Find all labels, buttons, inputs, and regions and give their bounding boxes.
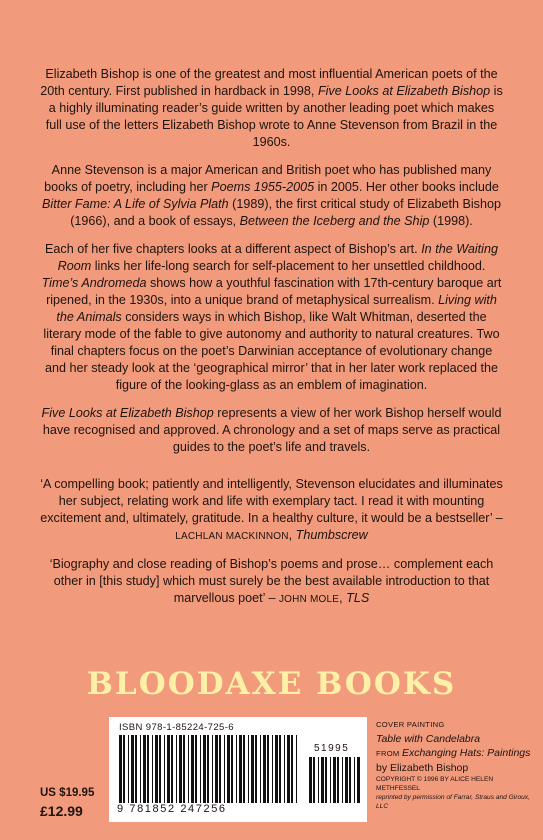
paragraph-author: Anne Stevenson is a major American and British poet who has published many books of poetry, including her Poems 1955-2005 in 2005. Her other books include Bitter Fame: A Life of Sylvia Plath (1989), the first critical study of Elizabeth Bishop (1966), and a book of essays, Between the Iceberg and the Ship (1998). (42, 163, 501, 228)
barcode-bar (224, 735, 225, 803)
paragraph-intro: Elizabeth Bishop is one of the greatest and most influential American poets of the 20th century. First published in hardback in 1998, Five Looks at Elizabeth Bishop is a highly illuminating reader’s guide written by another leading poet which makes full use of the letters Elizabeth Bishop wrote to Anne Stevenson from Brazil in the 1960s. (40, 67, 503, 149)
barcode-bar (337, 757, 339, 803)
barcode-bar (313, 757, 315, 803)
barcode-bar (147, 735, 149, 803)
barcode-bar (227, 735, 230, 803)
barcode-bar (176, 735, 177, 803)
barcode-bar (128, 735, 129, 803)
quote-mackinnon: ‘A compelling book; patiently and intelligently, Stevenson elucidates and illuminates her subject, relating work and life with exemplary tact. I read it with mounting excitement and, ultimately, gratitude. In a healthy culture, it would be a bestseller’ – LACHLAN MACKINNON, Thumbscrew (40, 477, 503, 542)
barcode-bar (123, 735, 125, 803)
paragraph-summary: Five Looks at Elizabeth Bishop represents a view of her work Bishop herself would have recognised and approved. A chronology and a set of maps serve as practical guides to the poet’s life and travels. (41, 406, 502, 454)
barcode-bar (236, 735, 237, 803)
barcode-bar (309, 757, 312, 803)
barcode-bar (183, 735, 185, 803)
barcode-bar (333, 757, 336, 803)
credit-copyright: COPYRIGHT © 1996 BY ALICE HELEN METHFESSEL (376, 776, 494, 792)
barcode-bar (203, 735, 206, 803)
barcode-bar (219, 735, 221, 803)
cover-credit (376, 718, 536, 811)
barcode-bar (345, 757, 348, 803)
barcode-bar (119, 735, 122, 803)
barcode-bar (260, 735, 261, 803)
barcode-bar (239, 735, 242, 803)
barcode-bar (296, 735, 297, 803)
barcode-bar (354, 757, 355, 803)
barcode-bar (255, 735, 257, 803)
barcode-bar (263, 735, 266, 803)
barcode-bar (248, 735, 249, 803)
barcode-bar (243, 735, 245, 803)
barcode-bar (155, 735, 158, 803)
barcode-bar (284, 735, 285, 803)
credit-label: COVER PAINTING (376, 720, 445, 729)
barcode-number: 9 781852 247256 (117, 803, 227, 815)
barcode-bar (342, 757, 343, 803)
publisher-logo: BLOODAXE BOOKS (86, 666, 457, 702)
price-code: 51995 (314, 743, 350, 754)
price-block (40, 784, 94, 820)
barcode-bar (171, 735, 173, 803)
barcode-bar (291, 735, 293, 803)
price-gbp: £12.99 (40, 803, 83, 819)
barcode-bar (318, 757, 319, 803)
barcode-bar (231, 735, 233, 803)
barcode-bar (191, 735, 194, 803)
quote-mole: ‘Biography and close reading of Bishop’s poems and prose… complement each other in [this study] which must surely be the best available introduction to that marvellous poet’ – JOHN MOLE, TLS (49, 557, 494, 605)
barcode-bar (195, 735, 197, 803)
barcode-bar (321, 757, 324, 803)
barcode-bar (267, 735, 269, 803)
barcode-box (109, 717, 367, 822)
barcode-bar (272, 735, 273, 803)
isbn-text: ISBN 978-1-85224-725-6 (119, 722, 234, 733)
barcode-bar (325, 757, 327, 803)
barcode-bar (207, 735, 209, 803)
barcode-bar (287, 735, 290, 803)
credit-artist: by Elizabeth Bishop (376, 762, 469, 774)
barcode-bar (179, 735, 182, 803)
barcode-bar (212, 735, 213, 803)
barcode-bar (167, 735, 170, 803)
price-usd: US $19.95 (40, 787, 95, 799)
credit-source: FROM Exchanging Hats: Paintings (376, 747, 531, 759)
credit-title: Table with Candelabra (376, 733, 481, 745)
barcode-bar (143, 735, 146, 803)
barcode-bar (279, 735, 281, 803)
barcode-bar (159, 735, 161, 803)
barcode-bar (215, 735, 218, 803)
barcode-bar (275, 735, 278, 803)
credit-permission: reprinted by permission of Farrar, Straus and Giroux, LLC (376, 794, 530, 810)
paragraph-chapters: Each of her five chapters looks at a different aspect of Bishop’s art. In the Waiting Room links her life-long search for self-placement to her unsettled childhood. Time’s Andromeda shows how a youthful fascination with 17th-century baroque art ripened, in the 1930s, into a unique brand of metaphysical surrealism. Living with the Animals considers ways in which Bishop, like Walt Whitman, deserted the literary mode of the fable to give autonomy and authority to natural creatures. Two final chapters focus on the poet’s Darwinian acceptance of evolutionary change and her steady look at the ‘geographical mirror’ that in her later work replaced the figure of the looking-glass as an emblem of imagination. (41, 242, 502, 392)
blurb (40, 66, 503, 619)
barcode-bar (131, 735, 134, 803)
barcode-bar (164, 735, 165, 803)
barcode-bar (188, 735, 189, 803)
barcode-bar (152, 735, 153, 803)
barcode-bar (330, 757, 331, 803)
barcode-bar (135, 735, 137, 803)
barcode-bar (140, 735, 141, 803)
barcode-bar (200, 735, 201, 803)
barcode-bar (251, 735, 254, 803)
barcode-bar (349, 757, 351, 803)
barcode-bar (357, 757, 360, 803)
